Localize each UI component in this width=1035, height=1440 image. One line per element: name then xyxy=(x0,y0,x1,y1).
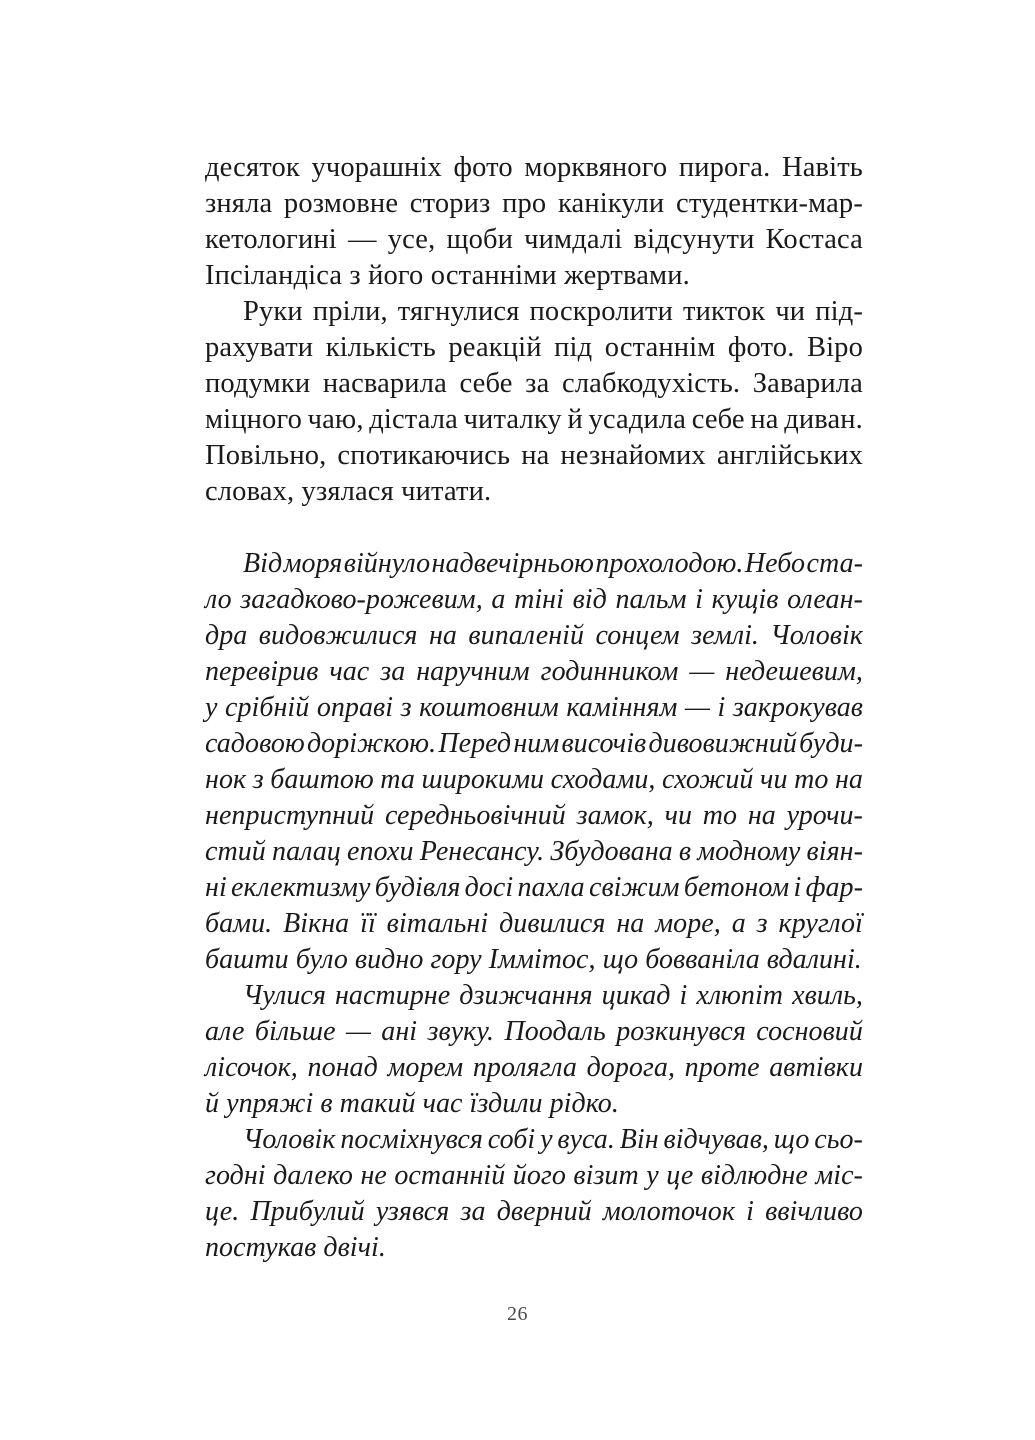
word: з xyxy=(756,908,768,939)
paragraph xyxy=(205,978,863,1122)
word: сосновий xyxy=(756,1016,863,1047)
word: з xyxy=(252,764,264,795)
text-line xyxy=(205,798,863,834)
word: відчував, xyxy=(663,1124,769,1155)
word: і xyxy=(746,1196,754,1227)
word: годні xyxy=(205,1160,266,1191)
word: пріли, xyxy=(312,296,388,327)
word: у xyxy=(540,1124,553,1155)
word: фото. xyxy=(727,332,795,363)
text-line xyxy=(205,222,863,258)
word: незнайомих xyxy=(560,440,706,471)
word: наручним xyxy=(416,656,530,687)
word: лісочок, xyxy=(205,1052,298,1083)
word: узявся xyxy=(375,1196,450,1227)
text-line xyxy=(205,834,863,870)
text-line xyxy=(205,294,863,330)
word: садовою xyxy=(205,728,305,759)
word: учорашніх xyxy=(311,152,442,183)
word: Ренесансу. xyxy=(419,836,545,867)
word: видовжилися xyxy=(258,620,418,651)
text-line xyxy=(205,1158,863,1194)
word: кількість xyxy=(325,332,436,363)
word: Навіть xyxy=(781,152,863,183)
word: під- xyxy=(815,296,863,327)
text-line xyxy=(205,726,863,762)
word: досі xyxy=(464,872,514,903)
word: свіжим xyxy=(588,872,680,903)
word: загадково-рожевим, xyxy=(240,584,483,615)
word: дверний xyxy=(496,1196,592,1227)
word: закрокував xyxy=(732,692,863,723)
word: диван. xyxy=(784,404,863,435)
page-number: 26 xyxy=(507,1303,528,1325)
word: в xyxy=(678,836,692,867)
word: дорога, xyxy=(586,1052,676,1083)
word: міцного xyxy=(205,404,302,435)
text-line xyxy=(205,582,863,618)
word: замок, xyxy=(576,800,654,831)
word: що xyxy=(773,1124,810,1155)
word: Він xyxy=(619,1124,659,1155)
word: на xyxy=(834,764,863,795)
word: недешевим, xyxy=(725,656,863,687)
word: час xyxy=(329,656,370,687)
word: це xyxy=(666,1160,694,1191)
text-line xyxy=(205,1014,863,1050)
paragraph xyxy=(205,546,863,978)
word: її xyxy=(360,908,376,939)
word: студентки-мар- xyxy=(676,188,863,219)
word: а xyxy=(491,584,506,615)
word: Вікна xyxy=(283,908,350,939)
word: середньовічний xyxy=(384,800,566,831)
word: Збудована xyxy=(550,836,673,867)
word: чаю, xyxy=(307,404,364,435)
word: Поодаль xyxy=(504,1016,606,1047)
text-line xyxy=(205,402,863,438)
word: круглої xyxy=(778,908,863,939)
word: сонцем xyxy=(595,620,680,651)
word: чи xyxy=(775,296,806,327)
word: урочи- xyxy=(786,800,863,831)
word: тягнулися xyxy=(397,296,520,327)
word: то xyxy=(702,800,738,831)
word: себе xyxy=(691,404,745,435)
text-line xyxy=(205,978,863,1014)
word: дра xyxy=(205,620,248,651)
word: стий xyxy=(205,836,266,867)
paragraph xyxy=(205,294,863,510)
word: війнуло xyxy=(343,548,431,579)
word: морквяного xyxy=(524,152,668,183)
word: пирога. xyxy=(678,152,771,183)
word: фото xyxy=(453,152,513,183)
word: вітальні xyxy=(386,908,489,939)
word: неприступний xyxy=(205,800,375,831)
word: не xyxy=(360,1160,387,1191)
word: на xyxy=(428,620,457,651)
word: візит xyxy=(573,1160,639,1191)
word: чи xyxy=(664,800,693,831)
text-line: Іпсіландіса з його останніми жертвами. xyxy=(205,260,690,291)
word: хвиль, xyxy=(792,980,863,1011)
text-line xyxy=(205,1194,863,1230)
word: вуса. xyxy=(557,1124,615,1155)
word: на xyxy=(521,440,550,471)
word: нок xyxy=(205,764,247,795)
word: розкинувся xyxy=(616,1016,746,1047)
word: морем xyxy=(387,1052,464,1083)
word: — xyxy=(689,656,715,687)
word: за xyxy=(460,1196,486,1227)
word: сториз xyxy=(409,188,491,219)
word: й xyxy=(567,404,583,435)
word: Повільно, xyxy=(205,440,327,471)
word: доріжкою. xyxy=(306,728,437,759)
word: і xyxy=(695,584,703,615)
word: у xyxy=(205,692,218,723)
word: цикад xyxy=(601,980,671,1011)
word: дивовижний xyxy=(648,728,797,759)
word: у xyxy=(646,1160,659,1191)
word: море, xyxy=(655,908,721,939)
word: ані xyxy=(381,1016,418,1047)
word: англійських xyxy=(716,440,863,471)
word: за xyxy=(525,368,550,399)
word: пролягла xyxy=(472,1052,577,1083)
word: срібній xyxy=(225,692,310,723)
word: реакцій xyxy=(448,332,542,363)
word: поскролити xyxy=(529,296,674,327)
word: тіні xyxy=(514,584,564,615)
word: ним xyxy=(513,728,560,759)
word: автівки xyxy=(769,1052,863,1083)
word: ло xyxy=(205,584,232,615)
text-line xyxy=(205,1122,863,1158)
word: його xyxy=(512,1160,566,1191)
word: буди- xyxy=(799,728,863,759)
word: насварила xyxy=(322,368,447,399)
paragraph xyxy=(205,150,863,294)
word: на xyxy=(750,404,779,435)
word: щоби xyxy=(446,224,514,255)
word: але xyxy=(205,1016,245,1047)
text-line xyxy=(205,186,863,222)
text-line xyxy=(205,1050,863,1086)
word: Костаса xyxy=(765,224,863,255)
word: на xyxy=(616,908,645,939)
word: читалку xyxy=(463,404,562,435)
word: і xyxy=(793,872,802,903)
page-text-block xyxy=(205,150,863,1266)
word: — xyxy=(685,692,710,723)
text-line xyxy=(205,870,863,906)
word: Чоловік xyxy=(243,1124,336,1155)
word: надвечірньою xyxy=(431,548,594,579)
word: фар- xyxy=(805,872,863,903)
word: та xyxy=(380,764,415,795)
text-line xyxy=(205,654,863,690)
word: — xyxy=(345,1016,371,1047)
text-line: постукав двічі. xyxy=(205,1232,386,1263)
word: випаленій xyxy=(468,620,585,651)
word: з xyxy=(400,692,412,723)
word: будівля xyxy=(374,872,461,903)
word: усе, xyxy=(387,224,436,255)
word: олеан- xyxy=(787,584,863,615)
word: то xyxy=(794,764,829,795)
word: коштовним xyxy=(419,692,559,723)
word: усадила xyxy=(588,404,687,435)
word: епохи xyxy=(346,836,414,867)
word: Заварила xyxy=(752,368,863,399)
text-line xyxy=(205,906,863,942)
text-line xyxy=(205,618,863,654)
word: хлюпіт xyxy=(696,980,784,1011)
word: про xyxy=(502,188,547,219)
text-line xyxy=(205,366,863,402)
text-line xyxy=(205,762,863,798)
word: ні xyxy=(205,872,227,903)
word: ста- xyxy=(806,548,863,579)
word: сьо- xyxy=(814,1124,863,1155)
word: більше xyxy=(254,1016,336,1047)
word: моря xyxy=(283,548,343,579)
word: за xyxy=(380,656,406,687)
word: пальм xyxy=(615,584,687,615)
word: під xyxy=(554,332,593,363)
word: — xyxy=(347,224,377,255)
word: міс- xyxy=(815,1160,863,1191)
word: останній xyxy=(394,1160,506,1191)
word: Прибулий xyxy=(250,1196,365,1227)
word: це. xyxy=(205,1196,240,1227)
word: годинником xyxy=(540,656,679,687)
word: Руки xyxy=(243,296,303,327)
word: далеко xyxy=(273,1160,353,1191)
word: камінням xyxy=(566,692,678,723)
word: ввічливо xyxy=(765,1196,863,1227)
word: понад xyxy=(307,1052,378,1083)
word: кетологині xyxy=(205,224,337,255)
word: посміхнувся xyxy=(340,1124,483,1155)
word: сходами, xyxy=(550,764,656,795)
word: землі. xyxy=(691,620,759,651)
word: звуку. xyxy=(427,1016,495,1047)
word: бами. xyxy=(205,908,273,939)
text-line: башти було видно гору Іммітос, що бовваніла вдалині. xyxy=(205,944,862,975)
word: розмовне xyxy=(283,188,399,219)
paragraph xyxy=(205,1122,863,1266)
text-line xyxy=(205,546,863,582)
word: десяток xyxy=(205,152,300,183)
word: Віро xyxy=(806,332,863,363)
text-line xyxy=(205,150,863,186)
word: зняла xyxy=(205,188,273,219)
word: баштою xyxy=(270,764,374,795)
word: проте xyxy=(684,1052,760,1083)
word: Перед xyxy=(438,728,512,759)
word: дивилися xyxy=(499,908,606,939)
word: дзижчання xyxy=(459,980,593,1011)
text-section-roman xyxy=(205,150,863,510)
word: а xyxy=(731,908,746,939)
word: відлюдне xyxy=(700,1160,808,1191)
text-line xyxy=(205,690,863,726)
word: Небо xyxy=(744,548,806,579)
text-section-italic xyxy=(205,510,863,1266)
word: собі xyxy=(487,1124,536,1155)
word: чи xyxy=(760,764,788,795)
section-spacer xyxy=(205,510,863,546)
word: еклектизму xyxy=(231,872,371,903)
word: прохолодою. xyxy=(595,548,744,579)
word: перевірив xyxy=(205,656,319,687)
word: бетоном xyxy=(683,872,790,903)
word: кущів xyxy=(711,584,779,615)
word: широкими xyxy=(421,764,545,795)
word: і xyxy=(717,692,726,723)
word: канікули xyxy=(557,188,665,219)
word: оправі xyxy=(316,692,394,723)
word: спотикаючись xyxy=(337,440,511,471)
word: рахувати xyxy=(205,332,314,363)
word: модному xyxy=(697,836,801,867)
word: Чоловік xyxy=(770,620,863,651)
word: палац xyxy=(272,836,341,867)
word: височів xyxy=(561,728,647,759)
word: пахла xyxy=(517,872,585,903)
word: і xyxy=(679,980,688,1011)
text-line: й упряжі в такий час їздили рідко. xyxy=(205,1088,619,1119)
word: останнім xyxy=(604,332,716,363)
word: відсунути xyxy=(633,224,755,255)
word: чимдалі xyxy=(524,224,623,255)
word: Чулися xyxy=(243,980,326,1011)
text-line xyxy=(205,438,863,474)
text-line xyxy=(205,330,863,366)
word: себе xyxy=(459,368,513,399)
word: подумки xyxy=(205,368,311,399)
word: настирне xyxy=(334,980,451,1011)
word: віян- xyxy=(806,836,863,867)
word: тикток xyxy=(683,296,766,327)
word: на xyxy=(747,800,776,831)
word: дістала xyxy=(369,404,458,435)
text-line: словах, узялася читати. xyxy=(205,476,492,507)
word: схожий xyxy=(662,764,754,795)
word: молоточок xyxy=(602,1196,735,1227)
word: Від xyxy=(243,548,283,579)
word: слабкодухість. xyxy=(562,368,741,399)
word: від xyxy=(572,584,607,615)
